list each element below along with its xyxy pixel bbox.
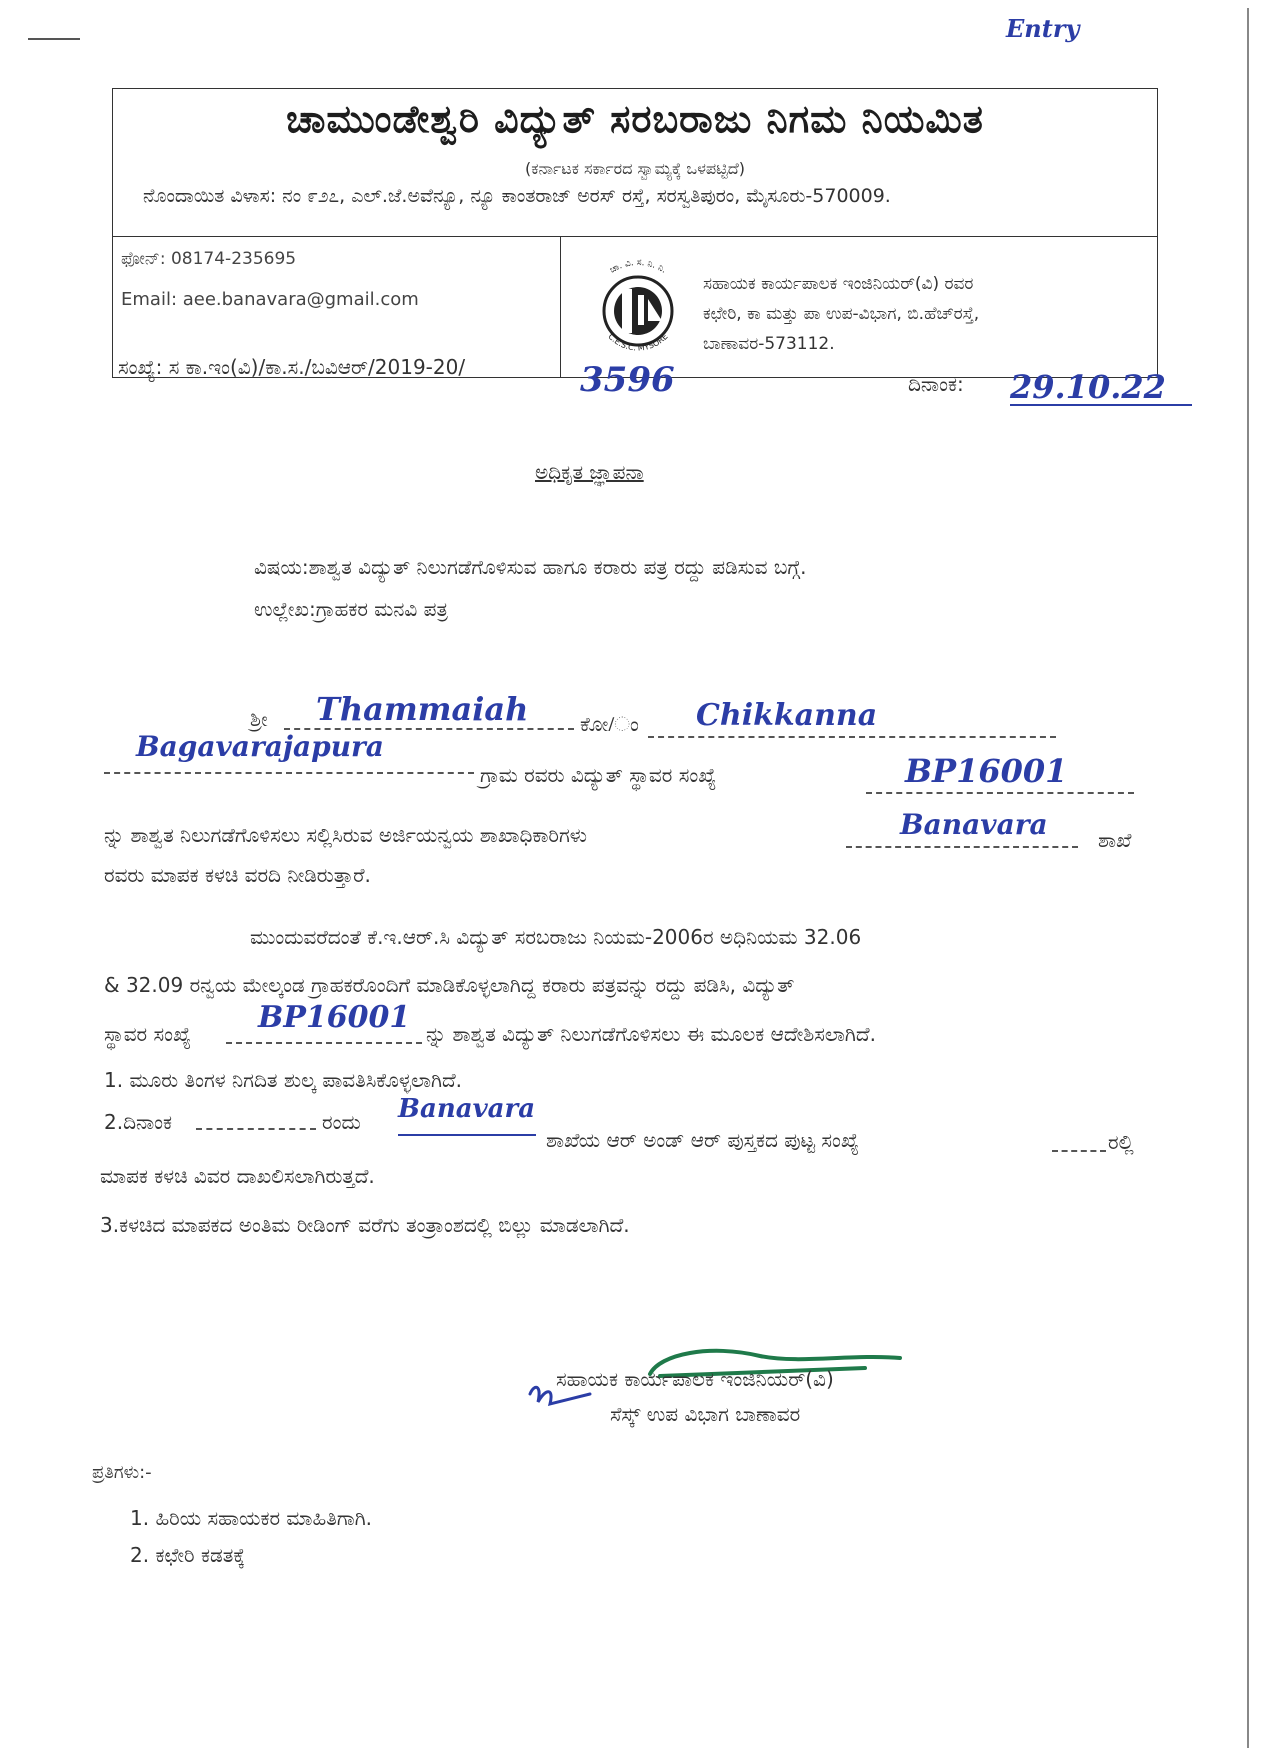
item-2-mid: ರಂದು (322, 1110, 361, 1134)
item-3: 3.ಕಳಚಿದ ಮಾಪಕದ ಅಂತಿಮ ರೀಡಿಂಗ್ ವರೆಗು ತಂತ್ರಾಂಶದಲ್ಲಿ ಬಿಲ್ಲು ಮಾಡಲಾಗಿದೆ. (100, 1213, 630, 1237)
contact-email: Email: aee.banavara@gmail.com (121, 289, 419, 310)
office-address-line2: ಕಛೇರಿ, ಕಾ ಮತ್ತು ಪಾ ಉಪ-ವಿಭಾಗ, ಬಿ.ಹೆಚ್‌ರಸ್ತೆ, (703, 304, 980, 324)
signatory-designation: ಸಹಾಯಕ ಕಾರ್ಯಪಾಲಕ ಇಂಜಿನಿಯರ್(ವಿ) (556, 1367, 834, 1391)
village-name: Bagavarajapura (136, 730, 384, 763)
header-divider (113, 236, 1157, 237)
item-2-branch: Banavara (398, 1094, 536, 1124)
item-2-prefix: 2.ದಿನಾಂಕ (104, 1110, 173, 1134)
date-value: 29.10.22 (1010, 368, 1166, 406)
para2-line2: & 32.09 ರನ್ವಯ ಮೇಲ್ಕಂಡ ಗ್ರಾಹಕರೊಂದಿಗೆ ಮಾಡಿಕೊಳ್ಳಲಾಗಿದ್ದ ಕರಾರು ಪತ್ರವನ್ನು ರದ್ದು ಪಡಿಸಿ, ವಿದ್ಯುತ್ (104, 973, 795, 997)
cesc-logo (578, 249, 698, 369)
letterhead (112, 88, 1158, 378)
reference-line: ಉಲ್ಲೇಖ:ಗ್ರಾಹಕರ ಮನವಿ ಪತ್ರ (254, 597, 448, 621)
item-1: 1. ಮೂರು ತಿಂಗಳ ನಿಗದಿತ ಶುಲ್ಕ ಪಾವತಿಸಿಕೊಳ್ಳಲಾಗಿದೆ. (104, 1068, 463, 1092)
copy-item-2: 2. ಕಛೇರಿ ಕಡತಕ್ಕೆ (130, 1543, 246, 1567)
item-2-line2: ಮಾಪಕ ಕಳಚಿ ವಿವರ ದಾಖಲಿಸಲಾಗಿರುತ್ತದೆ. (100, 1164, 375, 1188)
svg-text:ಚಾ. ವಿ. ಸ. ನಿ. ನಿ. (608, 258, 668, 276)
para2-installation-fill-line (226, 1042, 422, 1044)
reference-number-label: ಸಂಖ್ಯೆ: ಸ ಕಾ.ಇಂ(ವಿ)/ಕಾ.ಸ./ಬವಿಆರ್/2019-20/ (118, 355, 466, 379)
office-address-line3: ಬಾಣಾವರ-573112. (703, 334, 835, 354)
signatory-office: ಸೆಸ್ಕ್ ಉಪ ವಿಭಾಗ ಬಾಣಾವರ (610, 1402, 801, 1426)
date-label: ದಿನಾಂಕ: (908, 372, 964, 396)
shri-label: ಶ್ರೀ (250, 707, 268, 731)
item-2-page-fill-line (1052, 1150, 1106, 1152)
para2-line3-suffix: ನ್ನು ಶಾಶ್ವತ ವಿದ್ಯುತ್ ನಿಲುಗಡೆಗೊಳಿಸಲು ಈ ಮೂಲಕ ಆದೇಶಿಸಲಾಗಿದೆ. (426, 1022, 876, 1046)
father-name: Chikkanna (696, 698, 878, 733)
installation-fill-line (866, 792, 1134, 794)
logo-top-text: ಚಾ. ವಿ. ಸ. ನಿ. ನಿ. (608, 257, 669, 276)
scan-mark (28, 38, 80, 40)
date-underline (1010, 404, 1192, 406)
scan-edge (1247, 8, 1249, 1748)
body-line4: ರವರು ಮಾಪಕ ಕಳಚಿ ವರದಿ ನೀಡಿರುತ್ತಾರೆ. (104, 863, 371, 887)
body-line3-prefix: ನ್ನು ಶಾಶ್ವತ ನಿಲುಗಡೆಗೊಳಿಸಲು ಸಲ್ಲಿಸಿರುವ ಅರ್ಜಿಯನ್ವಯ ಶಾಖಾಧಿಕಾರಿಗಳು (104, 823, 588, 847)
father-fill-line (648, 736, 1056, 738)
item-2-date-fill-line (196, 1128, 316, 1130)
copy-item-1: 1. ಹಿರಿಯ ಸಹಾಯಕರ ಮಾಹಿತಿಗಾಗಿ. (130, 1506, 373, 1530)
para2-installation-number: BP16001 (258, 1000, 411, 1035)
item-2-suffix: ಶಾಖೆಯ ಆರ್ ಅಂಡ್ ಆರ್ ಪುಸ್ತಕದ ಪುಟ್ಟ ಸಂಖ್ಯೆ (546, 1128, 859, 1152)
item-2-end: ರಲ್ಲಿ (1108, 1130, 1134, 1154)
village-fill-line (104, 772, 474, 774)
para2-line1: ಮುಂದುವರೆದಂತೆ ಕೆ.ಇ.ಆರ್.ಸಿ ವಿದ್ಯುತ್ ಸರಬರಾಜು ನಿಯಮ-2006ರ ಅಧಿನಿಯಮ 32.06 (250, 925, 862, 949)
village-suffix: ಗ್ರಾಮ ರವರು ವಿದ್ಯುತ್ ಸ್ಥಾವರ ಸಂಖ್ಯೆ (480, 763, 717, 787)
consumer-name: Thammaiah (316, 690, 529, 728)
office-address (703, 269, 1148, 359)
para2-line3-prefix: ಸ್ಥಾವರ ಸಂಖ್ಯೆ (104, 1022, 192, 1046)
corner-note: Entry (1006, 14, 1080, 43)
father-label: ಕೋ/ಂ (580, 712, 639, 736)
document-title: ಅಧಿಕೃತ ಜ್ಞಾಪನಾ (535, 460, 644, 484)
installation-number: BP16001 (905, 752, 1068, 790)
org-address: ನೊಂದಾಯಿತ ವಿಳಾಸ: ನಂ ೯೨೭, ಎಲ್.ಜೆ.ಅವೆನ್ಯೂ, ನ್ಯೂ ಕಾಂತರಾಜ್ ಅರಸ್ ರಸ್ತೆ, ಸರಸ್ವತಿಪುರಂ, ಮೈಸೂರು-570009. (143, 185, 891, 207)
contact-phone: ಫೋನ್: 08174-235695 (121, 249, 297, 269)
logo-bottom-text: C.E.S.C. MYSORE (606, 331, 670, 353)
copies-label: ಪ್ರತಿಗಳು:- (92, 1462, 152, 1483)
office-address-line1: ಸಹಾಯಕ ಕಾರ್ಯಪಾಲಕ ಇಂಜಿನಿಯರ್(ವಿ) ರವರ (703, 274, 974, 294)
branch-name: Banavara (900, 808, 1048, 841)
item-2-branch-underline (398, 1134, 536, 1136)
org-name: ಚಾಮುಂಡೇಶ್ವರಿ ವಿದ್ಯುತ್ ಸರಬರಾಜು ನಿಗಮ ನಿಯಮಿತ (286, 97, 984, 141)
header-column-divider (560, 236, 561, 377)
org-subtitle: (ಕರ್ನಾಟಕ ಸರ್ಕಾರದ ಸ್ವಾಮ್ಯಕ್ಕೆ ಒಳಪಟ್ಟಿದೆ) (525, 159, 745, 178)
subject-line: ವಿಷಯ:ಶಾಶ್ವತ ವಿದ್ಯುತ್ ನಿಲುಗಡೆಗೊಳಿಸುವ ಹಾಗೂ ಕರಾರು ಪತ್ರ ರದ್ದು ಪಡಿಸುವ ಬಗ್ಗೆ. (254, 555, 807, 579)
reference-number: 3596 (580, 360, 675, 400)
body-line3-suffix: ಶಾಖೆ (1098, 828, 1132, 852)
branch-fill-line (846, 846, 1078, 848)
